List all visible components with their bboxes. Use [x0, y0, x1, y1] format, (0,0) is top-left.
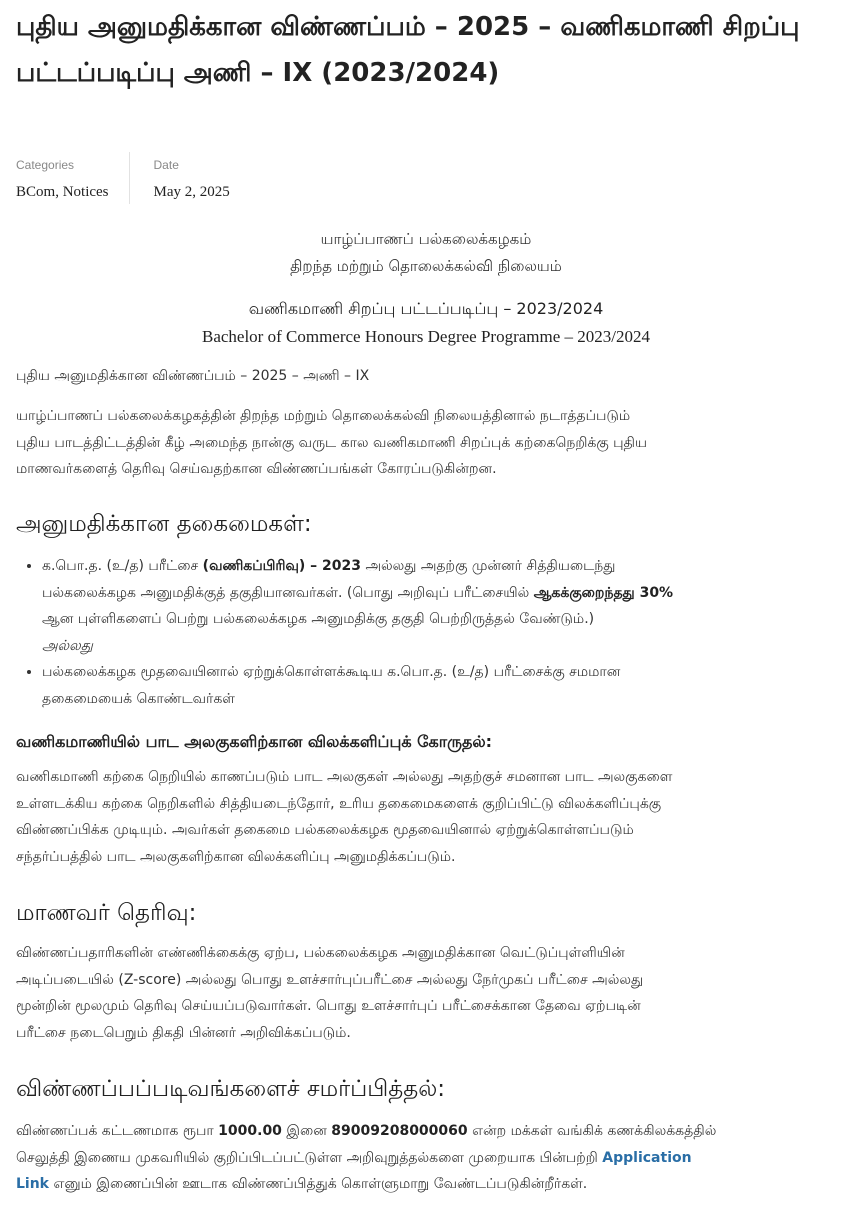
text-run: இனை — [281, 1123, 332, 1139]
intro-line: புதிய பாடத்திட்டத்தின் கீழ் அமைந்த நான்கு வருட கால வணிகமாணி சிறப்புக் கற்கைநெறிக்கு புதிய — [16, 434, 648, 451]
list-item-line: • பல்கலைக்கழக மூதவையினால் ஏற்றுக்கொள்ளக்கூடிய க.பொ.த. (உ/த) பரீட்சைக்கு சமமான — [42, 664, 621, 681]
university-name: யாழ்ப்பாணப் பல்கலைக்கழகம் — [320, 230, 532, 248]
category-separator: , — [55, 184, 63, 200]
centre-name: திறந்த மற்றும் தொலைக்கல்வி நிலையம் — [290, 257, 562, 275]
paragraph-line: உள்ளடக்கிய கற்கை நெறிகளில் சித்தியடைந்தோர், உரிய தகைமைகளைக் குறிப்பிட்டு விலக்களிப்புக்கு — [16, 795, 662, 812]
categories-value — [16, 182, 109, 202]
application-link[interactable]: Application — [602, 1149, 692, 1166]
paragraph-line: பரீட்சை நடைபெறும் திகதி பின்னர் அறிவிக்கப்படும். — [16, 1024, 351, 1041]
paragraph-line: விண்ணப்பதாரிகளின் எண்ணிக்கைக்கு ஏற்ப, பல்கலைக்கழக அனுமதிக்கான வெட்டுப்புள்ளியின் — [16, 945, 625, 961]
intro-paragraph — [16, 403, 853, 483]
date-value: May 2, 2025 — [153, 184, 230, 200]
text-run: பல்கலைக்கழக அனுமதிக்குத் தகுதியானவர்கள். (பொது அறிவுப் பரீட்சையில் — [42, 584, 534, 601]
category-link-bcom[interactable]: BCom — [16, 184, 56, 200]
eligibility-list — [16, 553, 853, 713]
paragraph-line — [16, 1145, 853, 1172]
page-title: புதிய அனுமதிக்கான விண்ணப்பம் – 2025 – வணிகமாணி சிறப்பு பட்டப்படிப்பு அணி – IX (2023/2024) — [16, 12, 800, 88]
text-run: விண்ணப்பக் கட்டணமாக ரூபா — [16, 1123, 219, 1139]
text-run: செலுத்தி இணைய முகவரியில் குறிப்பிடப்பட்டுள்ள அறிவுறுத்தல்களை முறையாக பின்பற்றி — [16, 1149, 603, 1166]
date-label: Date — [153, 158, 179, 172]
programme-title-english: Bachelor of Commerce Honours Degree Programme – 2023/2024 — [201, 327, 651, 346]
paragraph-line: அடிப்படையில் (Z-score) அல்லது பொது உளச்சார்புப்பரீட்சை அல்லது நேர்முகப் பரீட்சை அல்லது — [16, 971, 644, 988]
programme-title-tamil: வணிகமாணி சிறப்பு பட்டப்படிப்பு – 2023/2024 — [248, 299, 604, 318]
or-text: அல்லது — [42, 637, 93, 654]
list-item-line: தகைமையைக் கொண்டவர்கள் — [42, 690, 235, 707]
intro-line: மாணவர்களைத் தெரிவு செய்வதற்கான விண்ணப்பங்கள் கோரப்படுகின்றன. — [16, 461, 497, 478]
submission-paragraph — [16, 1118, 853, 1198]
selection-heading: மாணவர் தெரிவு: — [16, 900, 197, 926]
exemption-paragraph — [16, 764, 853, 870]
text-run: எனும் இணைப்பின் ஊடாக விண்ணப்பித்துக் கொள்ளுமாறு வேண்டப்படுகின்றீர்கள். — [49, 1176, 588, 1193]
paragraph-line: சந்தர்ப்பத்தில் பாட அலகுகளிற்கான விலக்களிப்பு அனுமதிக்கப்படும். — [16, 848, 456, 865]
list-item — [42, 553, 853, 659]
list-item-line — [42, 580, 853, 607]
submission-heading: விண்ணப்பப்படிவங்களைச் சமர்ப்பித்தல்: — [16, 1076, 446, 1102]
date-meta — [129, 152, 250, 204]
text-run: அல்லது அதற்கு முன்னர் சித்தியடைந்து — [361, 558, 616, 574]
category-link-notices[interactable]: Notices — [62, 184, 109, 200]
paragraph-line: மூன்றின் மூலமும் தெரிவு செய்யப்படுவார்கள். பொது உளச்சார்புப் பரீட்சைக்கான தேவை ஏற்படின் — [16, 998, 641, 1015]
application-link-continued[interactable]: Link — [16, 1176, 49, 1193]
bold-text: (வணிகப்பிரிவு) – 2023 — [202, 558, 362, 574]
paragraph-line — [16, 1171, 853, 1198]
university-header — [16, 226, 836, 280]
paragraph-line: விண்ணப்பிக்க முடியும். அவர்கள் தகைமை பல்கலைக்கழக மூதவையினால் ஏற்றுக்கொள்ளப்படும் — [16, 822, 634, 839]
selection-paragraph — [16, 940, 853, 1046]
categories-meta — [16, 152, 129, 204]
text-run: க.பொ.த. (உ/த) பரீட்சை — [42, 558, 203, 574]
notice-subheading: புதிய அனுமதிக்கான விண்ணப்பம் – 2025 – அணி – IX — [16, 368, 370, 384]
account-number: 89009208000060 — [331, 1123, 468, 1139]
fee-amount: 1000.00 — [218, 1123, 282, 1139]
programme-header — [16, 295, 836, 351]
text-run: என்ற மக்கள் வங்கிக் கணக்கிலக்கத்தில் — [467, 1123, 717, 1139]
paragraph-line: வணிகமாணி கற்கை நெறியில் காணப்படும் பாட அலகுகள் அல்லது அதற்குச் சமனான பாட அலகுகளை — [16, 769, 673, 785]
list-item-line — [42, 553, 853, 580]
categories-label: Categories — [16, 158, 75, 172]
paragraph-line — [16, 1118, 853, 1145]
list-item — [42, 659, 853, 712]
eligibility-heading: அனுமதிக்கான தகைமைகள்: — [16, 511, 312, 537]
bold-text: ஆகக்குறைந்தது 30% — [533, 584, 674, 601]
intro-line: யாழ்ப்பாணப் பல்கலைக்கழகத்தின் திறந்த மற்றும் தொலைக்கல்வி நிலையத்தினால் நடாத்தப்படும் — [16, 408, 631, 424]
exemption-heading: வணிகமாணியில் பாட அலகுகளிற்கான விலக்களிப்புக் கோருதல்: — [16, 732, 493, 751]
list-item-line: ஆன புள்ளிகளைப் பெற்று பல்கலைக்கழக அனுமதிக்கு தகுதி பெற்றிருத்தல் வேண்டும்.) — [42, 611, 595, 628]
post-meta — [16, 152, 250, 204]
